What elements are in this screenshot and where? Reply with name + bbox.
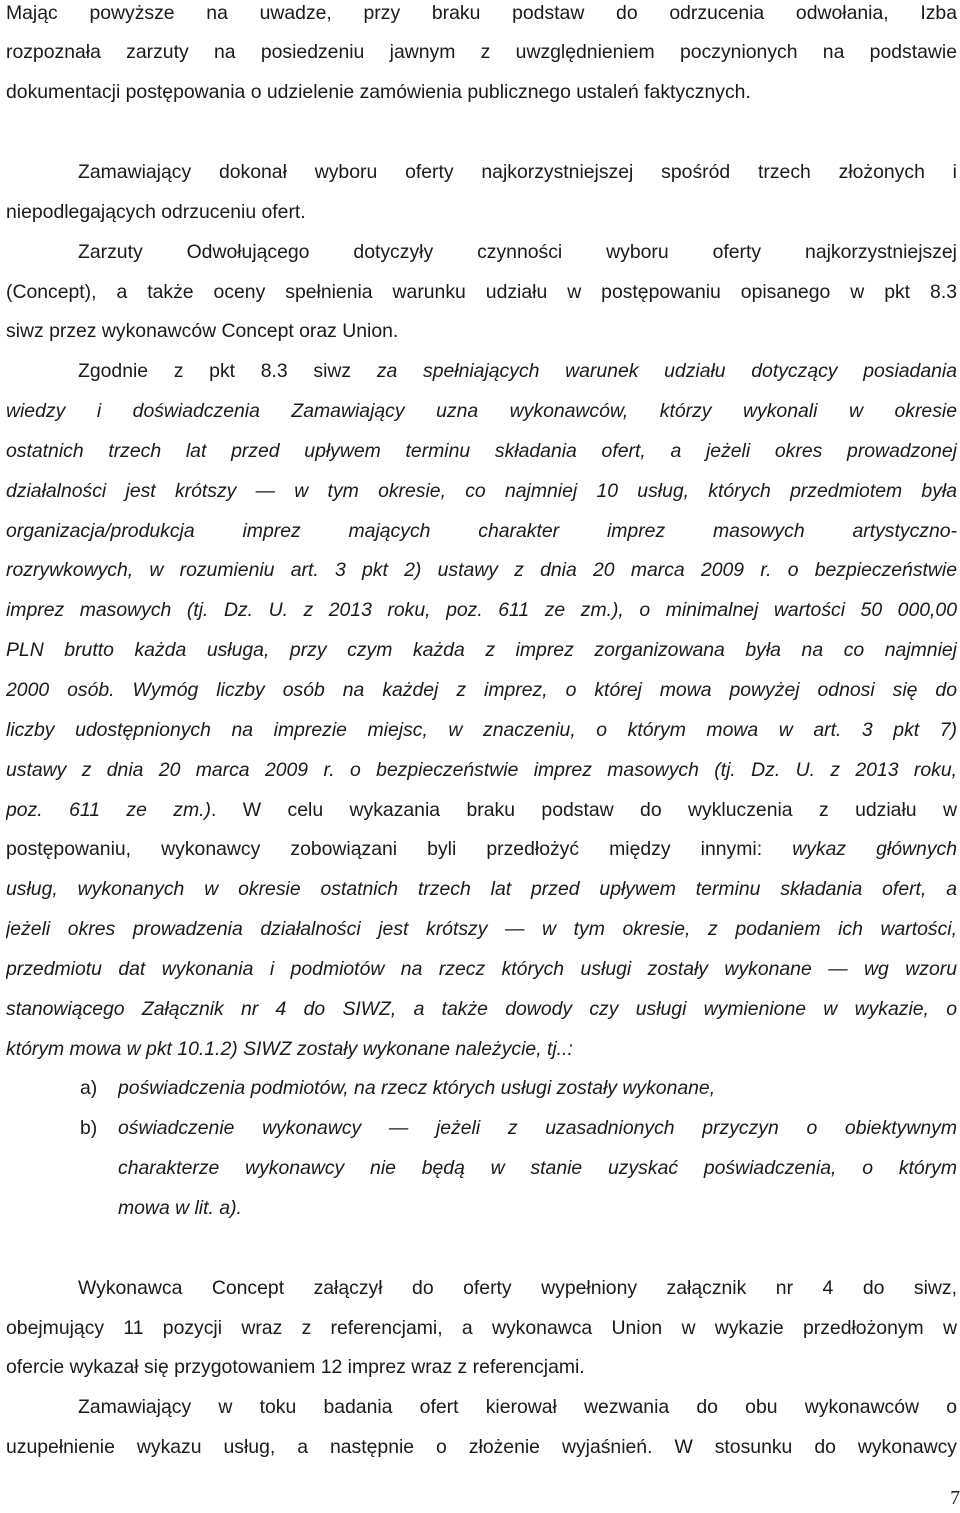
text-line <box>6 1434 957 1461</box>
text-line <box>78 358 957 385</box>
italic-text: za spełniających warunek udziału dotyczący posiadania <box>376 360 957 382</box>
text-run: rozpoznała zarzuty na posiedzeniu jawnym z uwzględnieniem poczynionych na podstawie <box>6 41 957 63</box>
text-line <box>6 478 957 505</box>
text-run: Wykonawca Concept załączył do oferty wypełniony załącznik nr 4 do siwz, <box>78 1277 957 1299</box>
list-label: a) <box>80 1077 98 1099</box>
text-line <box>6 438 957 465</box>
text-line <box>6 1036 957 1063</box>
italic-text: charakterze wykonawcy nie będą w stanie uzyskać poświadczenia, o którym <box>118 1157 957 1179</box>
text-run: Zarzuty Odwołującego dotyczyły czynności wyboru oferty najkorzystniejszej <box>78 241 957 263</box>
text-run: Mając powyższe na uwadze, przy braku podstaw do odrzucenia odwołania, Izba <box>6 2 957 24</box>
text-line <box>78 159 957 186</box>
text-line <box>6 318 957 345</box>
italic-text: mowa w lit. a). <box>118 1197 242 1219</box>
text-line <box>6 836 957 863</box>
text-line <box>6 797 957 824</box>
text-line <box>6 279 957 306</box>
italic-text: rozrywkowych, w rozumieniu art. 3 pkt 2) ustawy z dnia 20 marca 2009 r. o bezpieczeństwie <box>6 559 957 581</box>
italic-text: organizacja/produkcja imprez mających charakter imprez masowych artystyczno- <box>6 520 957 542</box>
text-run: dokumentacji postępowania o udzielenie zamówienia publicznego ustaleń faktycznych. <box>6 81 751 103</box>
text-line <box>6 717 957 744</box>
italic-text: jeżeli okres prowadzenia działalności jest krótszy — w tym okresie, z podaniem ich wartości, <box>6 918 957 940</box>
text-line <box>6 597 957 624</box>
text-line <box>6 677 957 704</box>
text-run: Zgodnie z pkt 8.3 siwz <box>78 360 377 382</box>
italic-text: usług, wykonanych w okresie ostatnich trzech lat przed upływem terminu składania ofert, a <box>6 878 957 900</box>
text-line <box>6 39 957 66</box>
text-run: (Concept), a także oceny spełnienia warunku udziału w postępowaniu opisanego w pkt 8.3 <box>6 281 957 303</box>
italic-text: ustawy z dnia 20 marca 2009 r. o bezpieczeństwie imprez masowych (tj. Dz. U. z 2013 roku, <box>6 759 957 781</box>
text-run: Zamawiający dokonał wyboru oferty najkorzystniejszej spośród trzech złożonych i <box>78 161 957 183</box>
italic-text: stanowiącego Załącznik nr 4 do SIWZ, a także dowody czy usługi wymienione w wykazie, o <box>6 998 957 1020</box>
italic-text: ostatnich trzech lat przed upływem terminu składania ofert, a jeżeli okres prowadzonej <box>6 440 957 462</box>
text-line <box>6 996 957 1023</box>
italic-text: przedmiotu dat wykonania i podmiotów na rzecz których usługi zostały wykonane — wg wzoru <box>6 958 957 980</box>
list-label: b) <box>80 1117 98 1139</box>
text-run: postępowaniu, wykonawcy zobowiązani byli przedłożyć między innymi: <box>6 838 793 860</box>
text-line <box>6 518 957 545</box>
italic-text: poświadczenia podmiotów, na rzecz których usługi zostały wykonane, <box>118 1077 716 1099</box>
text-line <box>6 956 957 983</box>
italic-text: liczby udostępnionych na imprezie miejsc, w znaczeniu, o którym mowa w art. 3 pkt 7) <box>6 719 957 741</box>
italic-text: 2000 osób. Wymóg liczby osób na każdej z imprez, o której mowa powyżej odnosi się do <box>6 679 957 701</box>
text-run: . W celu wykazania braku podstaw do wykluczenia z udziału w <box>211 799 957 821</box>
italic-text: którym mowa w pkt 10.1.2) SIWZ zostały wykonane należycie, tj..: <box>6 1038 573 1060</box>
page-number: 7 <box>950 1488 960 1509</box>
italic-text: oświadczenie wykonawcy — jeżeli z uzasadnionych przyczyn o obiektywnym <box>118 1117 957 1139</box>
text-line <box>6 1315 957 1342</box>
italic-text: imprez masowych (tj. Dz. U. z 2013 roku, poz. 611 ze zm.), o minimalnej wartości 50 000,00 <box>6 599 957 621</box>
list-item-text <box>118 1115 957 1142</box>
italic-text: wykaz głównych <box>792 838 957 860</box>
text-run: siwz przez wykonawców Concept oraz Union. <box>6 320 399 342</box>
text-line <box>6 1354 957 1381</box>
text-line <box>78 1275 957 1302</box>
text-run: Zamawiający w toku badania ofert kierował wezwania do obu wykonawców o <box>78 1396 957 1418</box>
text-line <box>6 398 957 425</box>
text-run: obejmujący 11 pozycji wraz z referencjami, a wykonawca Union w wykazie przedłożonym w <box>6 1317 957 1339</box>
italic-text: wiedzy i doświadczenia Zamawiający uzna wykonawców, którzy wykonali w okresie <box>6 400 957 422</box>
text-line <box>6 557 957 584</box>
text-line <box>6 757 957 784</box>
text-run: niepodlegających odrzuceniu ofert. <box>6 201 306 223</box>
list-item-text <box>118 1155 957 1182</box>
text-run: uzupełnienie wykazu usług, a następnie o złożenie wyjaśnień. W stosunku do wykonawcy <box>6 1436 957 1458</box>
text-line <box>6 637 957 664</box>
italic-text: PLN brutto każda usługa, przy czym każda z imprez zorganizowana była na co najmniej <box>6 639 957 661</box>
text-run: ofercie wykazał się przygotowaniem 12 imprez wraz z referencjami. <box>6 1356 585 1378</box>
text-line <box>6 0 957 27</box>
italic-text: poz. 611 ze zm.) <box>6 799 211 821</box>
text-line <box>6 199 957 226</box>
text-line <box>6 79 957 106</box>
text-line <box>78 239 957 266</box>
list-item-text <box>118 1195 957 1222</box>
italic-text: działalności jest krótszy — w tym okresie, co najmniej 10 usług, których przedmiotem była <box>6 480 957 502</box>
text-line <box>6 916 957 943</box>
text-line <box>78 1394 957 1421</box>
text-line <box>6 876 957 903</box>
list-item-text <box>118 1075 957 1102</box>
